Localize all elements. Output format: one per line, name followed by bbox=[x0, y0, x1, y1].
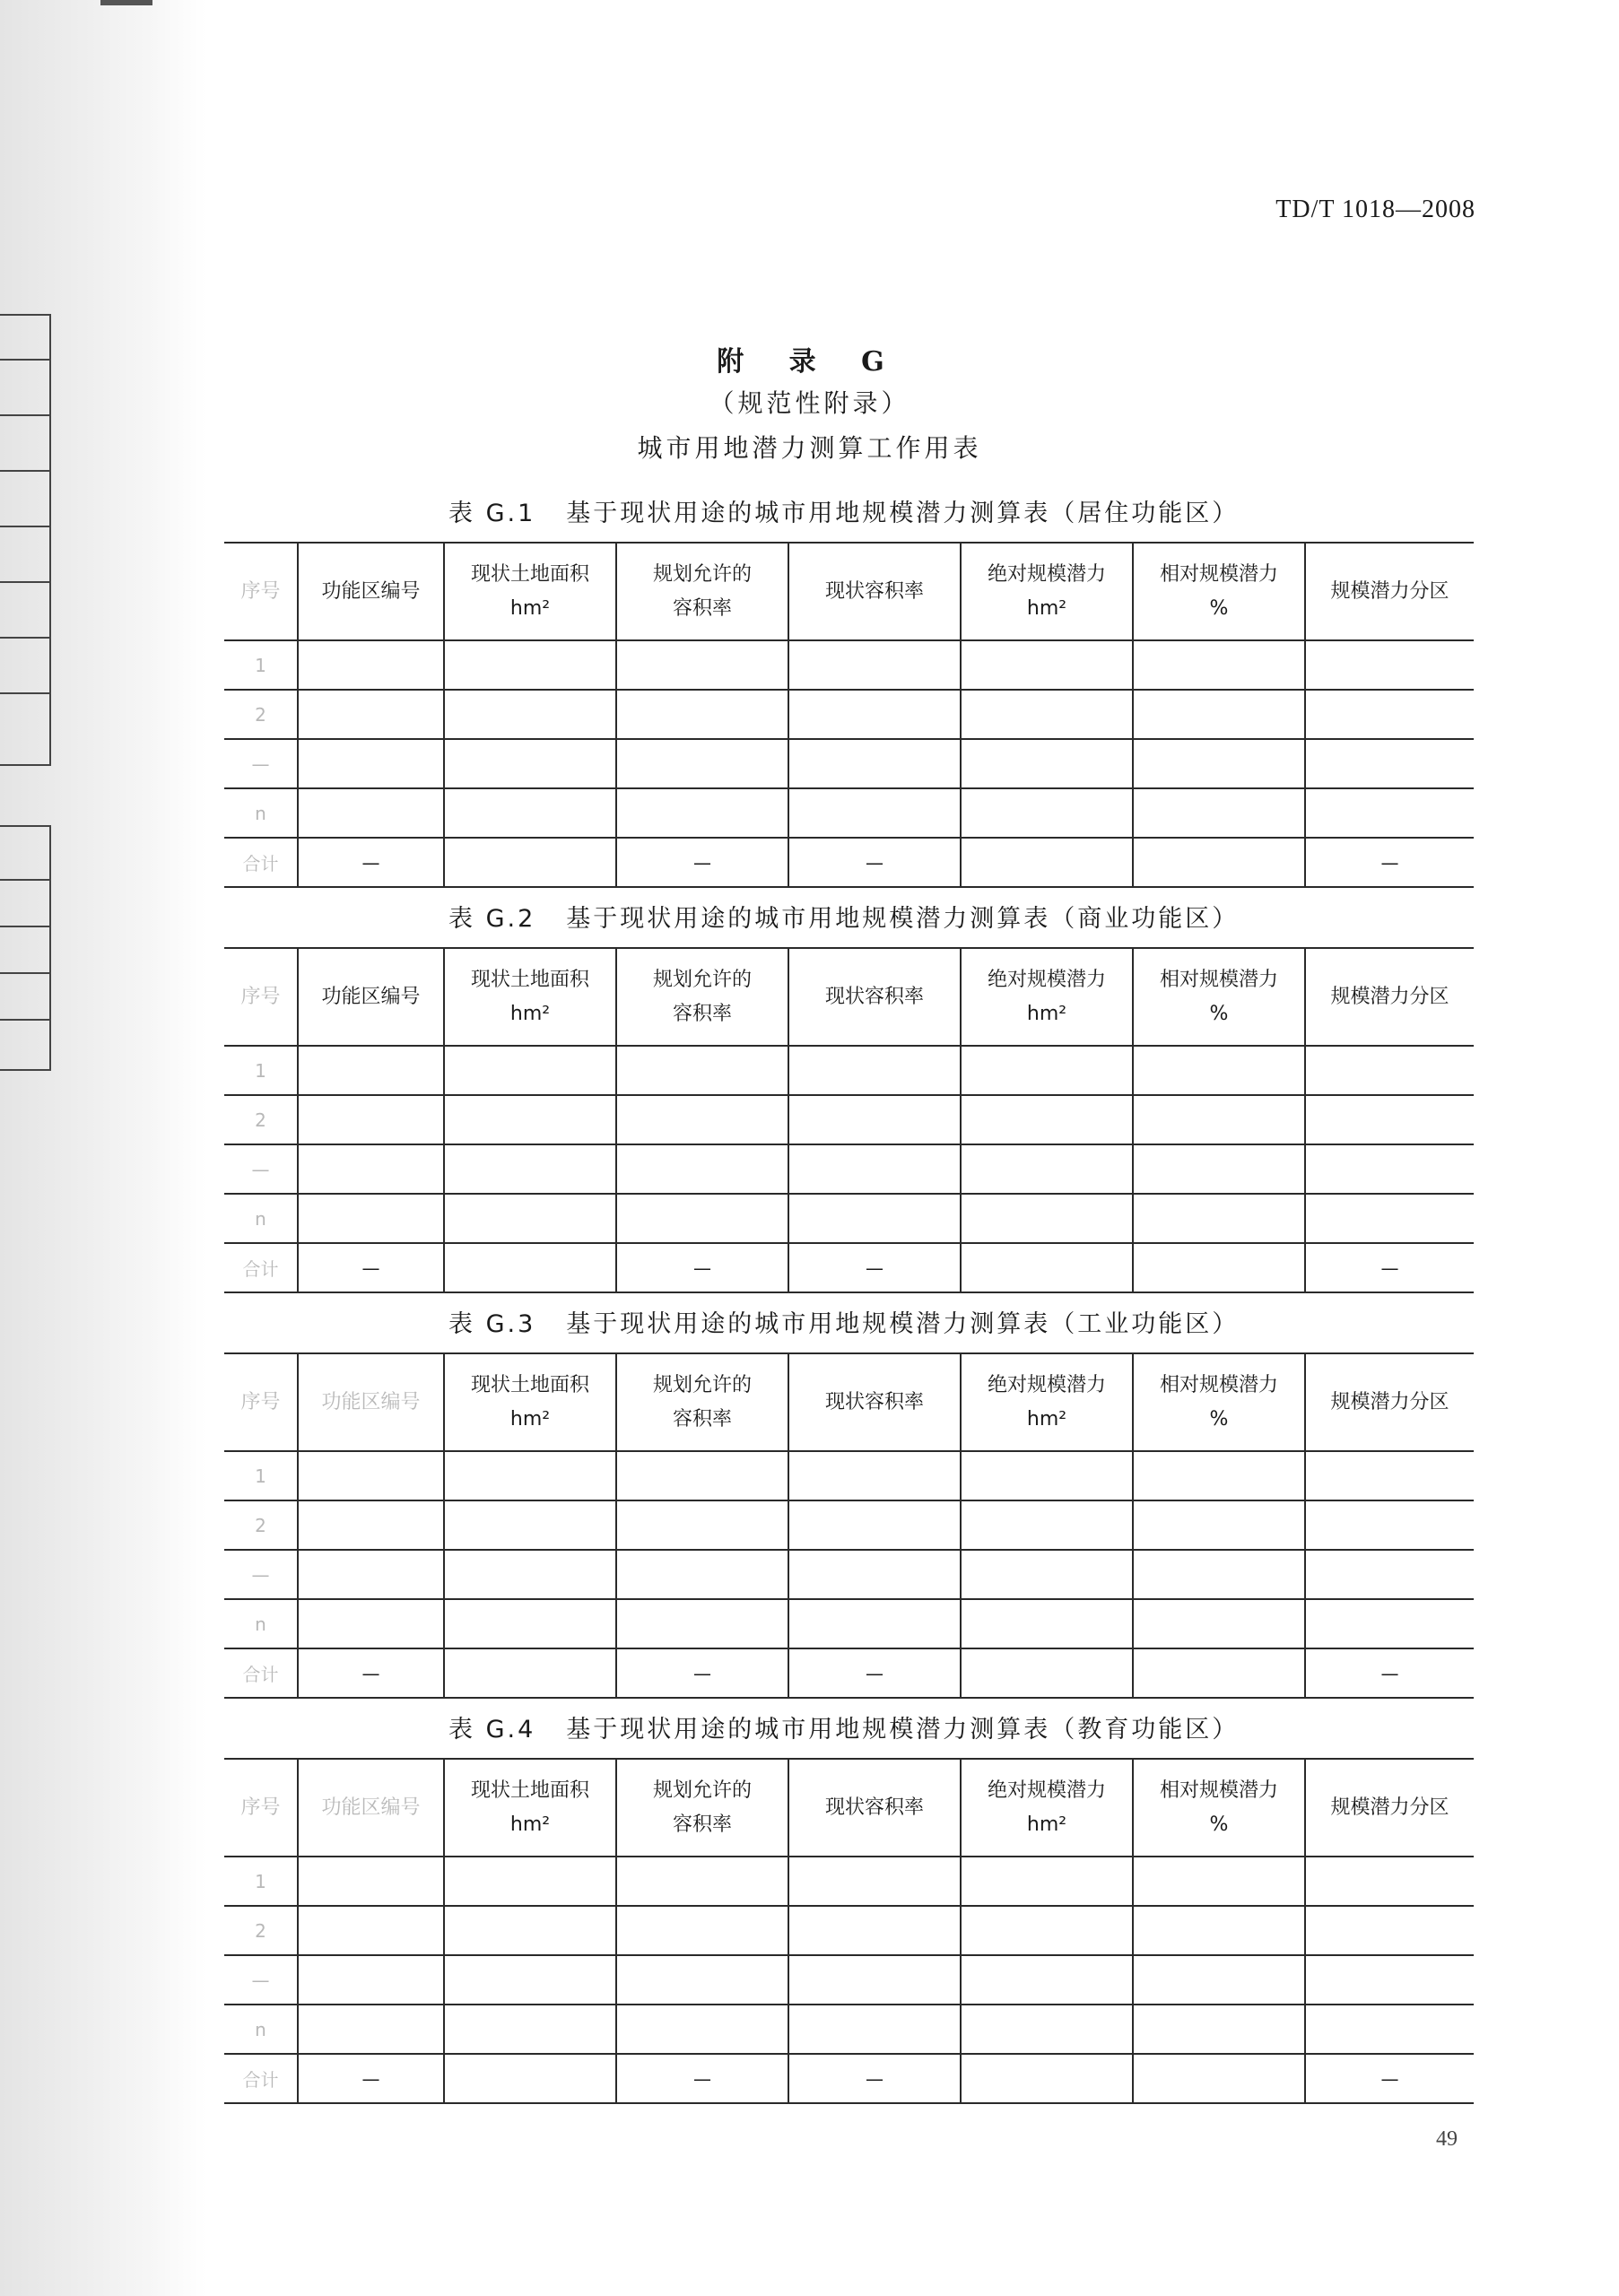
col-header-rel-potential: 相对规模潜力 % bbox=[1133, 948, 1305, 1046]
appendix-subtitle: （规范性附录） bbox=[709, 388, 910, 418]
col-header-zone-id: 功能区编号 bbox=[298, 948, 444, 1046]
col-header-planned-far: 规划允许的 容积率 bbox=[616, 543, 788, 640]
table-row: 2 bbox=[224, 1095, 1474, 1144]
table-row: — bbox=[224, 739, 1474, 788]
total-row: 合计 — — — — bbox=[224, 1243, 1474, 1292]
col-header-land-area: 现状土地面积 hm² bbox=[444, 948, 616, 1046]
table-title: 基于现状用途的城市用地规模潜力测算表（居住功能区） bbox=[566, 500, 1240, 527]
col-header-seq: 序号 bbox=[224, 543, 298, 640]
col-header-rel-potential: 相对规模潜力 % bbox=[1133, 1759, 1305, 1857]
table-row: 1 bbox=[224, 1857, 1474, 1906]
table-row: n bbox=[224, 2005, 1474, 2054]
col-header-abs-potential: 绝对规模潜力 hm² bbox=[961, 948, 1133, 1046]
table-row: n bbox=[224, 1599, 1474, 1648]
potential-table-commercial bbox=[224, 947, 1474, 1293]
col-header-rel-potential: 相对规模潜力 % bbox=[1133, 543, 1305, 640]
col-header-planned-far: 规划允许的 容积率 bbox=[616, 1353, 788, 1451]
col-header-current-far: 现状容积率 bbox=[788, 543, 961, 640]
col-header-zone-id: 功能区编号 bbox=[298, 1353, 444, 1451]
page-number: 49 bbox=[1436, 2127, 1458, 2151]
col-header-zoning: 规模潜力分区 bbox=[1305, 1759, 1474, 1857]
table-title: 基于现状用途的城市用地规模潜力测算表（商业功能区） bbox=[566, 905, 1240, 933]
col-header-zoning: 规模潜力分区 bbox=[1305, 1353, 1474, 1451]
scan-mark bbox=[100, 0, 152, 5]
col-header-seq: 序号 bbox=[224, 1759, 298, 1857]
total-row: 合计 — — — — bbox=[224, 2054, 1474, 2103]
table-caption bbox=[448, 1709, 1239, 1744]
col-header-zoning: 规模潜力分区 bbox=[1305, 543, 1474, 640]
col-header-current-far: 现状容积率 bbox=[788, 948, 961, 1046]
table-row: — bbox=[224, 1144, 1474, 1194]
adjacent-page-edge-box bbox=[0, 314, 51, 766]
appendix-title: 附 录 G bbox=[717, 346, 902, 378]
table-row: n bbox=[224, 1194, 1474, 1243]
col-header-planned-far: 规划允许的 容积率 bbox=[616, 1759, 788, 1857]
col-header-rel-potential: 相对规模潜力 % bbox=[1133, 1353, 1305, 1451]
table-title: 基于现状用途的城市用地规模潜力测算表（工业功能区） bbox=[566, 1310, 1240, 1338]
col-header-abs-potential: 绝对规模潜力 hm² bbox=[961, 1353, 1133, 1451]
table-row: — bbox=[224, 1955, 1474, 2005]
col-header-land-area: 现状土地面积 hm² bbox=[444, 1759, 616, 1857]
table-row: 2 bbox=[224, 690, 1474, 739]
table-row: 1 bbox=[224, 1451, 1474, 1500]
table-row: 2 bbox=[224, 1500, 1474, 1550]
table-caption bbox=[448, 1304, 1239, 1339]
table-row: 1 bbox=[224, 640, 1474, 690]
table-caption bbox=[448, 899, 1239, 934]
potential-table-education bbox=[224, 1758, 1474, 2104]
table-row: 1 bbox=[224, 1046, 1474, 1095]
total-row: 合计 — — — — bbox=[224, 838, 1474, 887]
table-label: 表 G.2 bbox=[448, 905, 536, 933]
col-header-zone-id: 功能区编号 bbox=[298, 543, 444, 640]
potential-table-residential bbox=[224, 542, 1474, 888]
total-row: 合计 — — — — bbox=[224, 1648, 1474, 1698]
col-header-planned-far: 规划允许的 容积率 bbox=[616, 948, 788, 1046]
potential-table-industrial bbox=[224, 1352, 1474, 1699]
col-header-land-area: 现状土地面积 hm² bbox=[444, 543, 616, 640]
col-header-abs-potential: 绝对规模潜力 hm² bbox=[961, 543, 1133, 640]
table-row: n bbox=[224, 788, 1474, 838]
col-header-current-far: 现状容积率 bbox=[788, 1353, 961, 1451]
table-label: 表 G.3 bbox=[448, 1310, 536, 1338]
table-caption bbox=[448, 493, 1239, 528]
col-header-abs-potential: 绝对规模潜力 hm² bbox=[961, 1759, 1133, 1857]
table-row: 2 bbox=[224, 1906, 1474, 1955]
table-label: 表 G.1 bbox=[448, 500, 536, 527]
appendix-main-title: 城市用地潜力测算工作用表 bbox=[637, 433, 982, 463]
col-header-current-far: 现状容积率 bbox=[788, 1759, 961, 1857]
table-title: 基于现状用途的城市用地规模潜力测算表（教育功能区） bbox=[566, 1716, 1240, 1744]
standard-code: TD/T 1018—2008 bbox=[1275, 196, 1475, 223]
table-label: 表 G.4 bbox=[448, 1716, 536, 1744]
col-header-seq: 序号 bbox=[224, 1353, 298, 1451]
col-header-zoning: 规模潜力分区 bbox=[1305, 948, 1474, 1046]
adjacent-page-edge-box bbox=[0, 825, 51, 1071]
col-header-zone-id: 功能区编号 bbox=[298, 1759, 444, 1857]
col-header-seq: 序号 bbox=[224, 948, 298, 1046]
table-row: — bbox=[224, 1550, 1474, 1599]
col-header-land-area: 现状土地面积 hm² bbox=[444, 1353, 616, 1451]
